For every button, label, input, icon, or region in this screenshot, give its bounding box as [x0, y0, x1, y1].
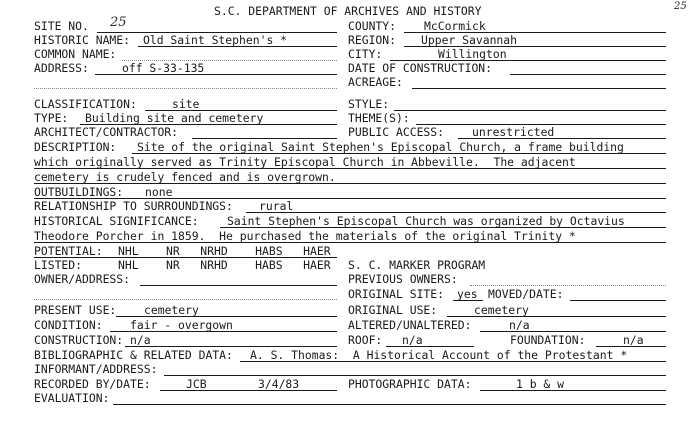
construction-line [125, 346, 337, 347]
address-line-2 [34, 88, 337, 89]
classification-value: site [172, 97, 200, 111]
address-label: ADDRESS: [34, 61, 89, 75]
description-line-1: Site of the original Saint Stephen's Episcopal Church, a frame building [137, 140, 624, 154]
moved-date-line [570, 300, 666, 301]
previous-owners-line [470, 285, 666, 286]
date-construction-line [510, 74, 666, 75]
themes-label: THEME(S): [348, 111, 410, 125]
relationship-line [246, 212, 666, 213]
photographic-line [480, 390, 666, 391]
roof-value: n/a [402, 333, 423, 347]
significance-line-2: Theodore Porcher in 1859. He purchased the materials of the original Trinity * [34, 229, 576, 243]
description-underline-3 [34, 183, 666, 184]
original-use-label: ORIGINAL USE: [348, 303, 438, 317]
city-value: Willington [438, 47, 507, 61]
recorded-line [160, 390, 337, 391]
condition-line [110, 331, 337, 332]
potential-options: NHL NR NRHD HABS HAER [118, 244, 331, 258]
city-label: CITY: [348, 47, 383, 61]
potential-label: POTENTIAL: [34, 244, 103, 258]
description-underline-1 [132, 153, 666, 154]
recorded-label: RECORDED BY/DATE: [34, 377, 151, 391]
bibliographic-label: BIBLIOGRAPHIC & RELATED DATA: [34, 348, 233, 362]
altered-value: n/a [509, 318, 530, 332]
owner-address-line [140, 285, 337, 286]
historic-name-label: HISTORIC NAME: [34, 33, 131, 47]
bibliographic-value: A. S. Thomas: A Historical Account of the Protestant * [250, 348, 628, 362]
significance-line-1: Saint Stephen's Episcopal Church was organized by Octavius [227, 214, 625, 228]
recorded-by: JCB [186, 377, 207, 391]
foundation-line [596, 346, 666, 347]
outbuildings-label: OUTBUILDINGS: [34, 185, 124, 199]
significance-label: HISTORICAL SIGNIFICANCE: [34, 214, 199, 228]
original-use-value: cemetery [474, 303, 529, 317]
architect-line [192, 138, 337, 139]
owner-address-line-2 [34, 299, 337, 300]
classification-label: CLASSIFICATION: [34, 97, 137, 111]
roof-line [386, 346, 474, 347]
foundation-label: FOUNDATION: [510, 333, 586, 347]
description-line-3: cemetery is crudely fenced and is overgrown. [34, 170, 336, 184]
address-line [95, 74, 337, 75]
foundation-value: n/a [623, 333, 644, 347]
listed-label: LISTED: [34, 258, 83, 272]
original-site-label: ORIGINAL SITE: [348, 287, 445, 301]
informant-label: INFORMANT/ADDRESS: [34, 362, 158, 376]
marker-program: S. C. MARKER PROGRAM [348, 258, 486, 272]
date-construction-label: DATE OF CONSTRUCTION: [348, 61, 493, 75]
common-name-label: COMMON NAME: [34, 47, 117, 61]
present-use-value: cemetery [144, 303, 199, 317]
evaluation-line [113, 404, 666, 405]
bibliographic-line [240, 361, 666, 362]
original-site-line [453, 300, 483, 301]
historic-name-line [138, 46, 337, 47]
type-value: Building site and cemetery [85, 111, 264, 125]
original-site-value: yes [457, 287, 478, 301]
present-use-label: PRESENT USE: [34, 303, 117, 317]
region-value: Upper Savannah [421, 33, 518, 47]
recorded-date: 3/4/83 [258, 377, 300, 391]
condition-label: CONDITION: [34, 318, 103, 332]
address-value: off S-33-135 [122, 61, 205, 75]
type-label: TYPE: [34, 111, 69, 125]
construction-label: CONSTRUCTION: [34, 333, 124, 347]
description-underline-2 [34, 168, 666, 169]
construction-value: n/a [130, 333, 151, 347]
acreage-line [412, 88, 666, 89]
form-header: S.C. DEPARTMENT OF ARCHIVES AND HISTORY [214, 4, 482, 18]
previous-owners-label: PREVIOUS OWNERS: [348, 272, 458, 286]
historic-name-value: Old Saint Stephen's * [143, 33, 288, 47]
description-label: DESCRIPTION: [34, 140, 117, 154]
architect-label: ARCHITECT/CONTRACTOR: [34, 125, 179, 139]
public-access-value: unrestricted [472, 125, 555, 139]
county-value: McCormick [424, 19, 486, 33]
altered-line [480, 331, 666, 332]
significance-underline-1 [220, 227, 666, 228]
evaluation-label: EVALUATION: [34, 391, 110, 405]
style-line [394, 110, 666, 111]
relationship-value: rural [259, 199, 294, 213]
moved-date-label: MOVED/DATE: [488, 287, 564, 301]
listed-options: NHL NR NRHD HABS HAER [118, 258, 331, 272]
public-access-label: PUBLIC ACCESS: [348, 125, 445, 139]
altered-label: ALTERED/UNALTERED: [348, 318, 472, 332]
present-use-line [116, 316, 337, 317]
photographic-label: PHOTOGRAPHIC DATA: [348, 377, 472, 391]
site-no-value: 25 [110, 15, 127, 30]
page-mark: 25 [674, 1, 687, 12]
relationship-label: RELATIONSHIP TO SURROUNDINGS: [34, 199, 233, 213]
style-label: STYLE: [348, 97, 390, 111]
acreage-label: ACREAGE: [348, 75, 403, 89]
site-no-label: SITE NO. [34, 19, 89, 33]
original-use-line [447, 316, 666, 317]
owner-address-label: OWNER/ADDRESS: [34, 272, 131, 286]
significance-underline-2 [34, 242, 666, 243]
condition-value: fair - overgown [130, 318, 233, 332]
public-access-line [458, 138, 666, 139]
outbuildings-value: none [145, 185, 173, 199]
description-line-2: which originally served as Trinity Episcopal Church in Abbeville. The adjacent [34, 155, 576, 169]
photographic-value: 1 b & w [516, 377, 565, 391]
region-label: REGION: [348, 33, 397, 47]
county-label: COUNTY: [348, 19, 397, 33]
informant-line [164, 375, 666, 376]
roof-label: ROOF: [348, 333, 383, 347]
